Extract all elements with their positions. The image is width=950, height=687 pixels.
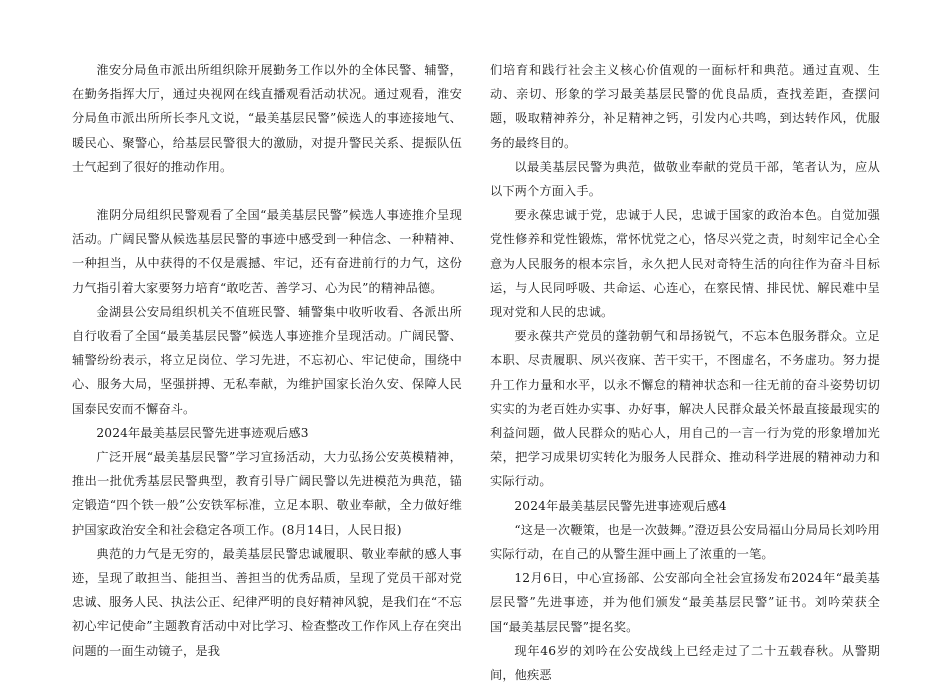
paragraph-jinhu-county: 金湖县公安局组织机关不值班民警、辅警集中收听收看、各派出所自行收看了全国“最美基层民警”候选人事迹推介呈现活动。广阔民警、辅警纷纷表示，将立足岗位、学习先进，不忘初心、牢记使命，围绕中心、服务大局，坚强拼搏、无私奉献，为维护国家长治久安、保障人民国泰民安而不懈奋斗。 bbox=[72, 304, 462, 416]
paragraph-serve-masses: 要永葆共产党员的蓬勃朝气和昂扬锐气，不忘本色服务群众。立足本职、尽责履职、夙兴夜寐、苦干实干，不图虚名，不务虚功。努力提升工作力量和水平，以永不懈怠的精神状态和一往无前的奋斗姿势切切实实的为老百姓办实事、办好事，解决人民群众最关怀最直接最现实的利益问题，做人民群众的贴心人，用自己的一言一行为党的形象增加光荣，把学习成果切实转化为服务人民群众、推动科学进展的精神动力和实际行动。 bbox=[490, 329, 880, 489]
paragraph-yushi-police-station: 淮安分局鱼市派出所组织除开展勤务工作以外的全体民警、辅警，在勤务指挥大厅，通过央视网在线直播观看活动状况。通过观看，淮安分局鱼市派出所所长李凡文说，“最美基层民警”候选人的事迹接地气、暖民心、聚警心，给基层民警很大的激励，对提升警民关系、提振队伍士气起到了很好的推动作用。 bbox=[72, 63, 462, 174]
paragraph-spacer bbox=[72, 179, 462, 203]
paragraph-career: 现年46岁的刘吟在公安战线上已经走过了二十五载春秋。从警期间，他疾恶 bbox=[490, 643, 880, 683]
section-heading-4: 2024年最美基层民警先进事迹观后感4 bbox=[514, 498, 727, 513]
paragraph-award-announcement: 12月6日，中心宣扬部、公安部向全社会宣扬发布2024年“最美基层民警”先进事迹，并为他们颁发“最美基层民警”证书。刘吟荣获全国“最美基层民警”提名奖。 bbox=[490, 571, 880, 634]
paragraph-quote-liu-yin: “这是一次鞭策，也是一次鼓舞。”澄迈县公安局福山分局局长刘吟用实际行动，在自己的从警生涯中画上了浓重的一笔。 bbox=[490, 522, 880, 562]
right-column bbox=[490, 58, 880, 687]
paragraph-continuation: 们培育和践行社会主义核心价值观的一面标杆和典范。通过直观、生动、亲切、形象的学习最美基层民警的优良品质，查找差距，查摆问题，吸取精神养分，补足精神之钙，引发内心共鸣，到达转作风，优服务的最终目的。 bbox=[490, 63, 880, 150]
paragraph-huaiyin-branch: 淮阴分局组织民警观看了全国“最美基层民警”候选人事迹推介呈现活动。广阔民警从候选基层民警的事迹中感受到一种信念、一种精神、一种担当，从中获得的不仅是震撼、牢记，还有奋进前行的力气，这份力气指引着大家要努力培育“敢吃苦、善学习、心为民”的精神品德。 bbox=[72, 208, 462, 295]
paragraph-loyalty: 要永葆忠诚于党，忠诚于人民，忠诚于国家的政治本色。自觉加强党性修养和党性锻炼，常怀忧党之心，恪尽兴党之责，时刻牢记全心全意为人民服务的根本宗旨，永久把人民对奇特生活的向往作为奋斗目标运，与人民同呼吸、共命运、心连心，在察民情、排民忧、解民难中呈现对党和人民的忠诚。 bbox=[490, 208, 880, 320]
paragraph-role-model-power: 典范的力气是无穷的，最美基层民警忠诚履职、敬业奉献的感人事迹，呈现了敢担当、能担当、善担当的优秀品质，呈现了党员干部对党忠诚、服务人民、执法公正、纪律严明的良好精神风貌，是我们在“不忘初心牢记使命”主题教育活动中对比学习、检查整改工作作风上存在突出问题的一面生动镜子，是我 bbox=[72, 546, 462, 658]
paragraph-campaign: 广泛开展“最美基层民警”学习宣扬活动，大力弘扬公安英模精神，推出一批优秀基层民警典型，教育引导广阔民警以先进模范为典范，锚定锻造“四个铁一般”公安铁军标准，立足本职、敬业奉献，全力做好维护国家政治安全和社会稳定各项工作。(8月14日，人民日报) bbox=[72, 450, 462, 537]
section-heading-3: 2024年最美基层民警先进事迹观后感3 bbox=[96, 425, 309, 440]
paragraph-two-aspects: 以最美基层民警为典范，做敬业奉献的党员干部，笔者认为，应从以下两个方面入手。 bbox=[490, 159, 880, 199]
left-column bbox=[72, 58, 462, 663]
